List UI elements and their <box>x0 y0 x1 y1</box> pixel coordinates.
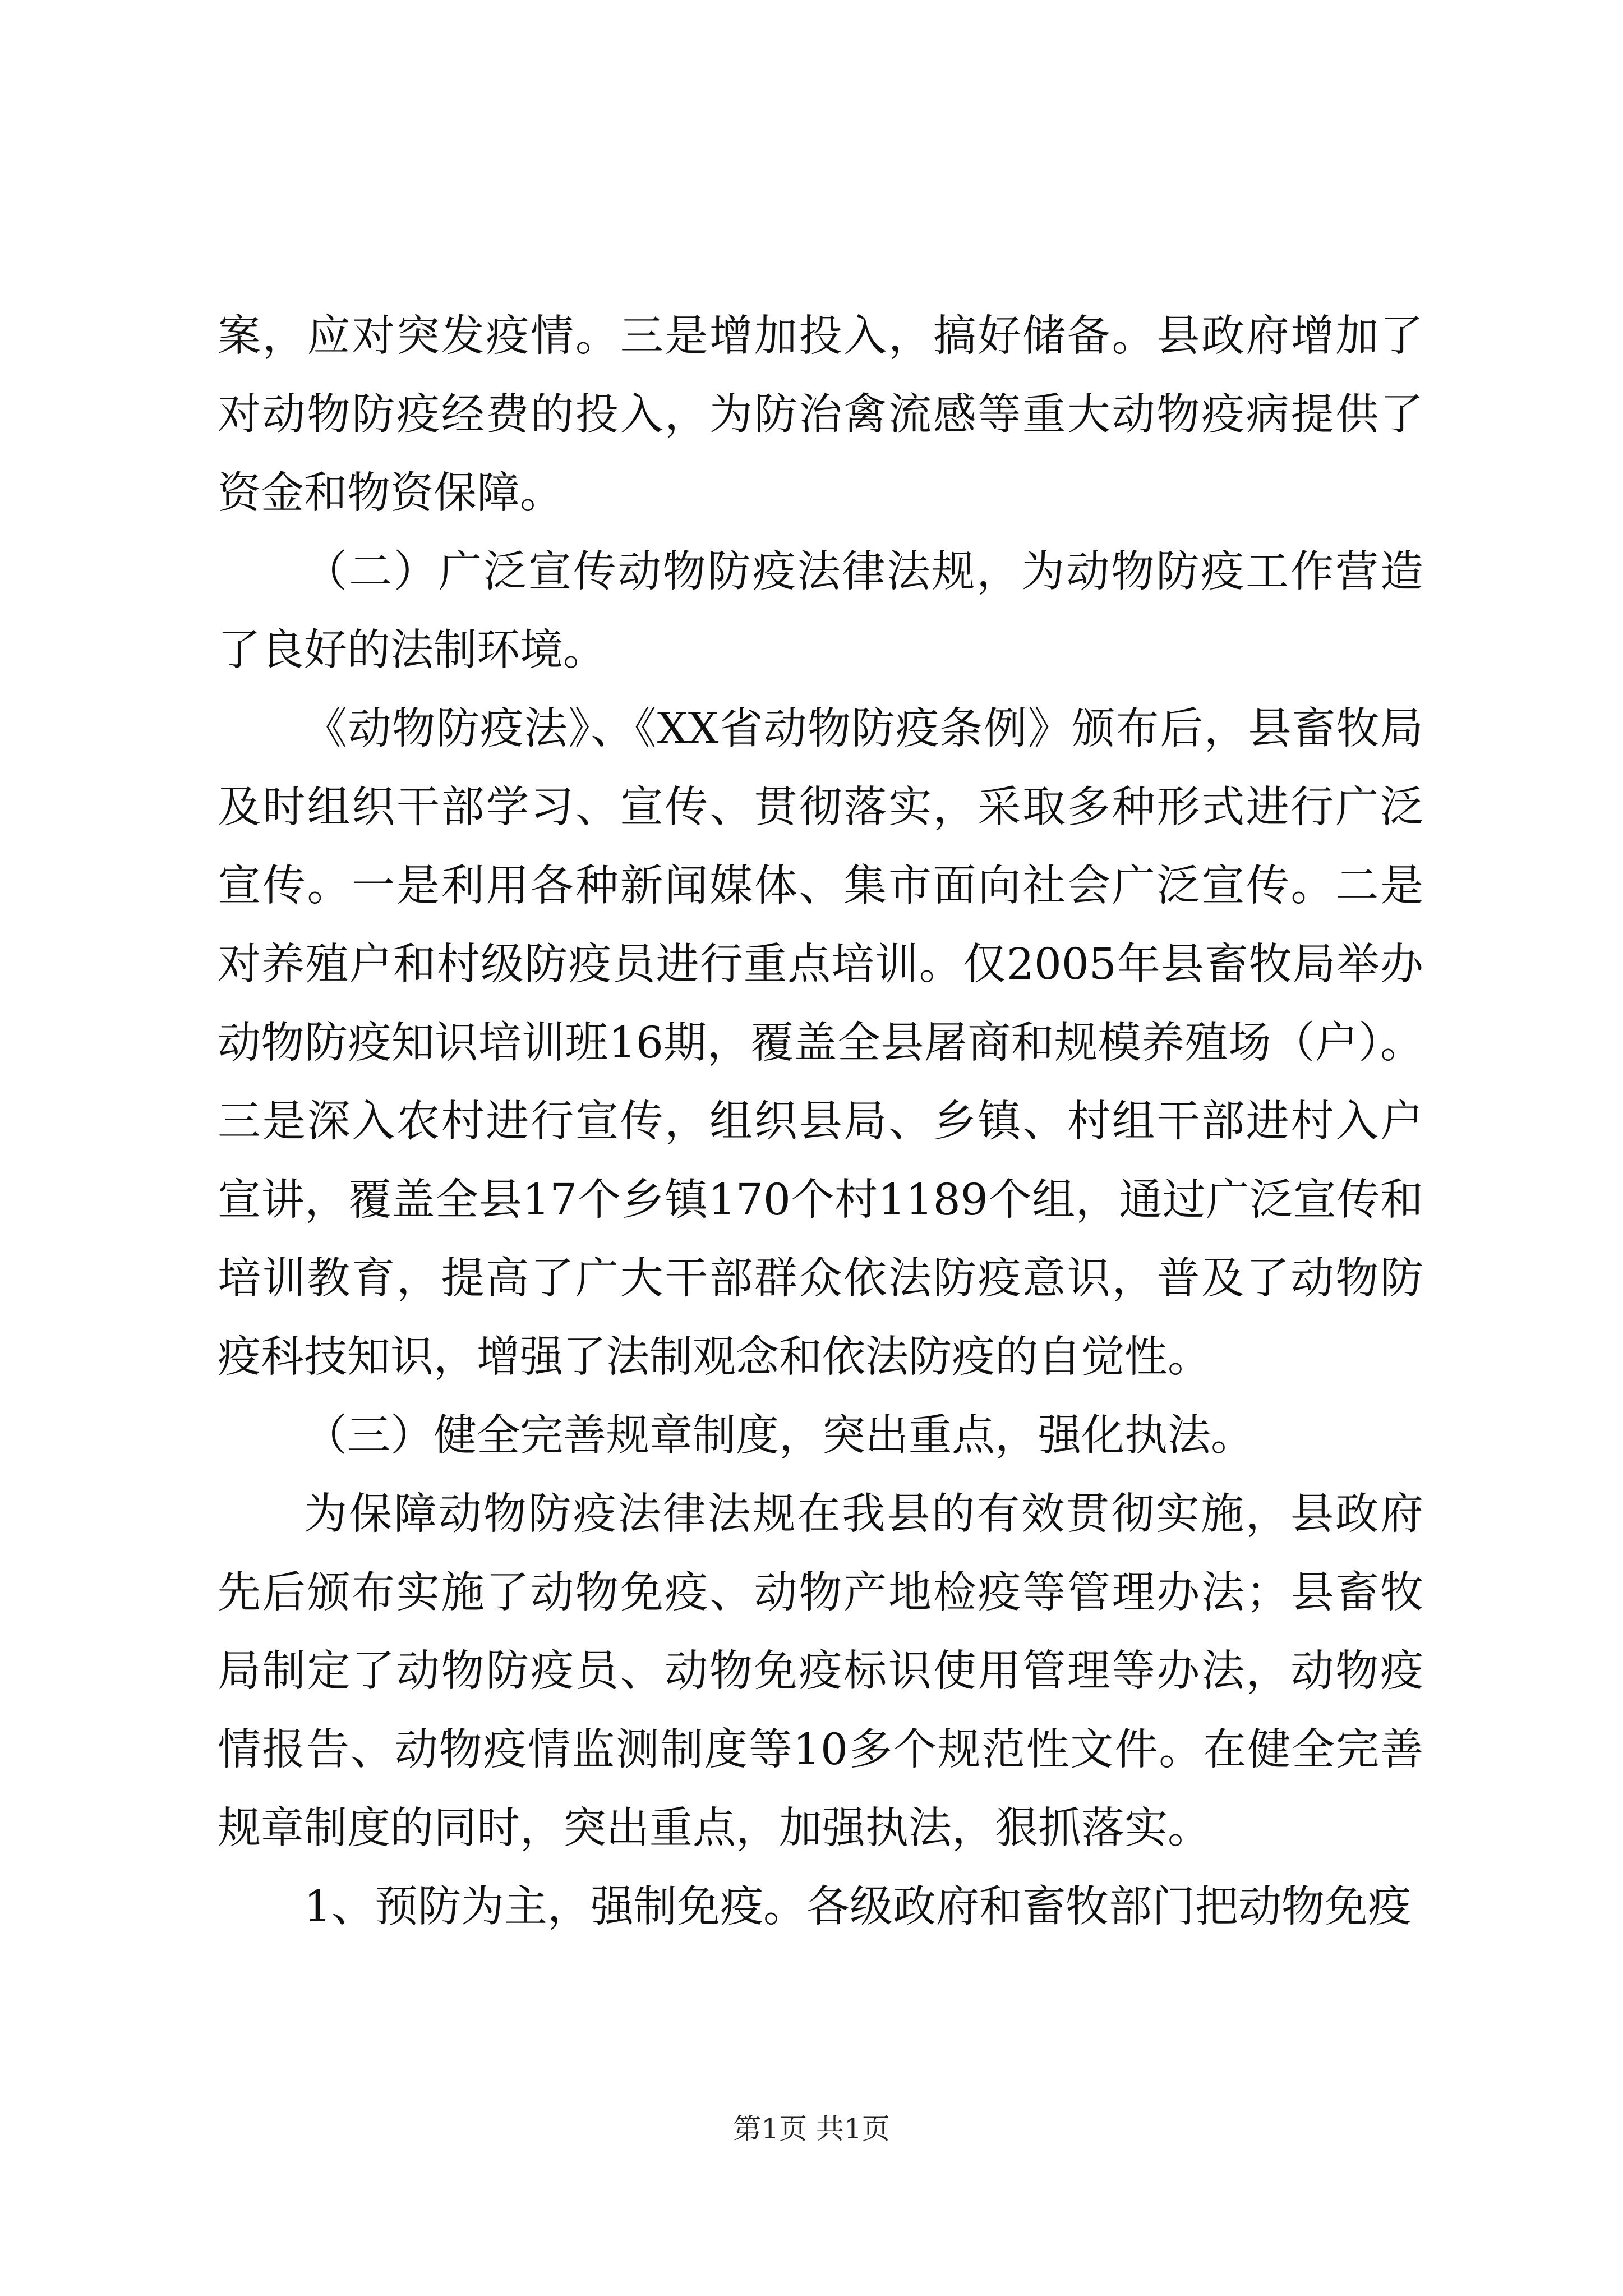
section-heading-2: （二）广泛宣传动物防疫法律法规，为动物防疫工作营造了良好的法制环境。 <box>218 547 1423 675</box>
section-heading-3: （三）健全完善规章制度，突出重点，强化执法。 <box>304 1411 1254 1461</box>
paragraph-prevention: 1、预防为主，强制免疫。各级政府和畜牧部门把动物免疫 <box>304 1882 1411 1932</box>
document-body <box>218 297 1423 1947</box>
paragraph-regulations: 为保障动物防疫法律法规在我县的有效贯彻实施，县政府先后颁布实施了动物免疫、动物产地检疫等管理办法；县畜牧局制定了动物防疫员、动物免疫标识使用管理等办法，动物疫情报告、动物疫情监测制度等10多个规范性文件。在健全完善规章制度的同时，突出重点，加强执法，狠抓落实。 <box>218 1489 1423 1853</box>
page-number-footer: 第1页 共1页 <box>733 2113 890 2145</box>
paragraph-continuation: 案，应对突发疫情。三是增加投入，搞好储备。县政府增加了对动物防疫经费的投入，为防治禽流感等重大动物疫病提供了资金和物资保障。 <box>218 311 1423 518</box>
paragraph-publicity: 《动物防疫法》、《XX省动物防疫条例》颁布后，县畜牧局及时组织干部学习、宣传、贯彻落实，采取多种形式进行广泛宣传。一是利用各种新闻媒体、集市面向社会广泛宣传。二是对养殖户和村级防疫员进行重点培训。仅2005年县畜牧局举办动物防疫知识培训班16期，覆盖全县屠商和规模养殖场（户）。三是深入农村进行宣传，组织县局、乡镇、村组干部进村入户宣讲，覆盖全县17个乡镇170个村1189个组，通过广泛宣传和培训教育，提高了广大干部群众依法防疫意识，普及了动物防疫科技知识，增强了法制观念和依法防疫的自觉性。 <box>218 704 1423 1382</box>
